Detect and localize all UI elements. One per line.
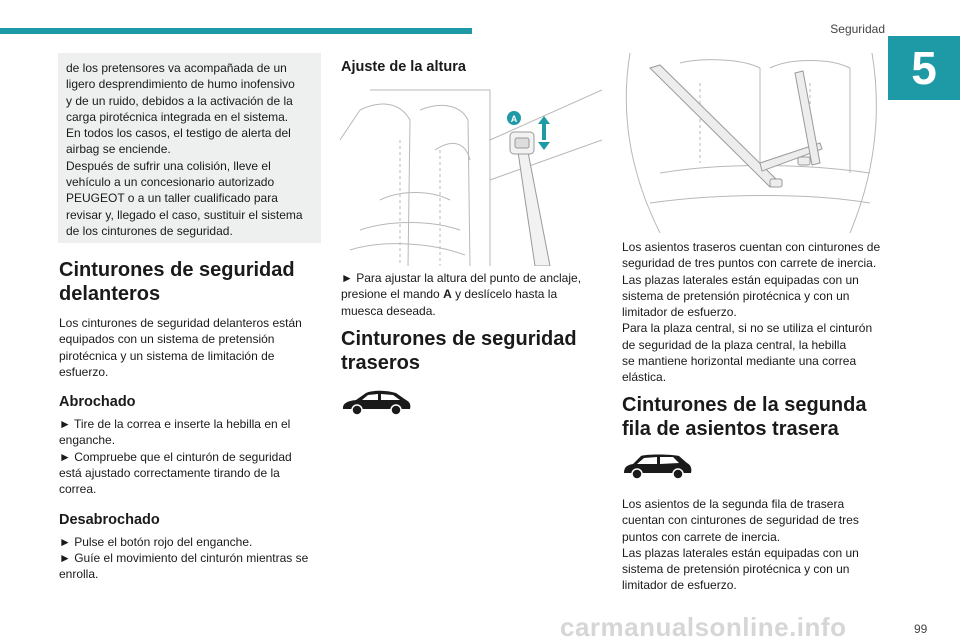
note-line: ligero desprendimiento de humo inofensivo <box>66 77 295 92</box>
step-line: ► Guíe el movimiento del cinturón mientras se <box>59 550 309 565</box>
step-line: ► Pulse el botón rojo del enganche. <box>59 534 253 549</box>
note-line: airbag se enciende. <box>66 142 171 157</box>
text-line: se mantiene horizontal mediante una correa <box>622 354 857 369</box>
desabrochado-steps <box>59 534 329 583</box>
heading-line: Cinturones de la segunda <box>622 394 867 416</box>
step-line: ► Compruebe que el cinturón de seguridad <box>59 449 292 464</box>
text-fragment: y deslícelo hasta la <box>451 287 558 302</box>
text-line: puntos con carrete de inercia. <box>622 529 781 544</box>
height-adjust-text <box>341 270 611 319</box>
text-line: equipados con un sistema de pretensión <box>59 332 275 347</box>
step-line: enganche. <box>59 433 116 448</box>
text-line: Las plazas laterales están equipadas con un <box>622 545 859 560</box>
text-line: pirotécnica y un sistema de limitación de <box>59 348 275 363</box>
text-line: ► Para ajustar la altura del punto de anclaje, <box>341 271 582 285</box>
front-belts-section <box>59 258 329 583</box>
rear-seat-illustration <box>620 53 882 233</box>
heading-line: Cinturones de seguridad <box>59 259 295 281</box>
note-line: vehículo a un concesionario autorizado <box>66 175 275 190</box>
seat-belt-anchor-drawing <box>340 80 602 266</box>
label-a-text: A <box>510 114 518 124</box>
text-line: sistema de pretensión pirotécnica y con un <box>622 562 850 577</box>
abrochado-steps <box>59 416 329 497</box>
text-line: muesca deseada. <box>341 303 436 318</box>
note-line: de los cinturones de seguridad. <box>66 223 233 238</box>
step-line: correa. <box>59 482 97 497</box>
note-line: Después de sufrir una colisión, lleve el <box>66 158 271 173</box>
note-line: de los pretensores va acompañada de un <box>66 61 287 75</box>
watermark: carmanualsonline.info <box>560 612 847 642</box>
step-line: ► Tire de la correa e inserte la hebilla en el <box>59 417 291 432</box>
text-line: de seguridad de la plaza central, la hebilla <box>622 337 847 352</box>
car-suv-silhouette-icon <box>621 452 693 482</box>
section-title: Seguridad <box>830 22 885 36</box>
heading-line: fila de asientos trasera <box>622 418 839 440</box>
front-belts-heading <box>59 258 329 306</box>
text-line: Las plazas laterales están equipadas con un <box>622 272 859 287</box>
safety-note-box <box>58 53 321 243</box>
heading-line: Cinturones de seguridad <box>341 328 577 350</box>
text-line: seguridad de tres puntos con carrete de inercia. <box>622 256 877 271</box>
desabrochado-heading: Desabrochado <box>59 511 160 528</box>
note-line: PEUGEOT o a un taller cualificado para <box>66 191 278 206</box>
car-silhouette-icon <box>340 388 412 418</box>
height-adjust-heading: Ajuste de la altura <box>341 59 466 75</box>
rear-belts-text <box>622 239 892 386</box>
text-line: limitador de esfuerzo. <box>622 578 737 593</box>
text-line: elástica. <box>622 370 667 385</box>
step-line: enrolla. <box>59 567 99 582</box>
rear-belts-heading <box>341 327 611 375</box>
note-line: y de un ruido, debidos a la activación de la <box>66 93 293 108</box>
heading-line: traseros <box>341 352 420 374</box>
note-line: En todos los casos, el testigo de alerta del <box>66 126 291 141</box>
command-a-ref: A <box>443 287 452 302</box>
text-line: Para la plaza central, si no se utiliza el cinturón <box>622 321 873 336</box>
front-belts-intro <box>59 315 329 380</box>
text-line: Los asientos de la segunda fila de trasera <box>622 497 845 511</box>
step-line: está ajustado correctamente tirando de la <box>59 466 280 481</box>
chapter-number-tab: 5 <box>888 36 960 100</box>
heading-line: delanteros <box>59 283 161 305</box>
text-line: esfuerzo. <box>59 364 109 379</box>
text-line: limitador de esfuerzo. <box>622 305 737 320</box>
page-number: 99 <box>914 622 928 636</box>
text-fragment: presione el mando <box>341 287 444 302</box>
text-line: Los asientos traseros cuentan con cinturones de <box>622 240 881 254</box>
text-line: Los cinturones de seguridad delanteros están <box>59 316 302 330</box>
text-line: cuentan con cinturones de seguridad de tres <box>622 513 859 528</box>
second-row-heading <box>622 393 892 441</box>
rear-seat-belts-drawing <box>620 53 882 233</box>
note-line: carga pirotécnica integrada en el sistema. <box>66 109 289 124</box>
note-line: revisar y, llegado el caso, sustituir el sistema <box>66 207 303 222</box>
text-line <box>341 286 611 302</box>
second-row-text <box>622 496 892 594</box>
height-adjust-illustration <box>340 80 602 266</box>
abrochado-heading: Abrochado <box>59 394 136 411</box>
text-line: sistema de pretensión pirotécnica y con un <box>622 288 850 303</box>
header-accent-bar <box>0 28 472 34</box>
